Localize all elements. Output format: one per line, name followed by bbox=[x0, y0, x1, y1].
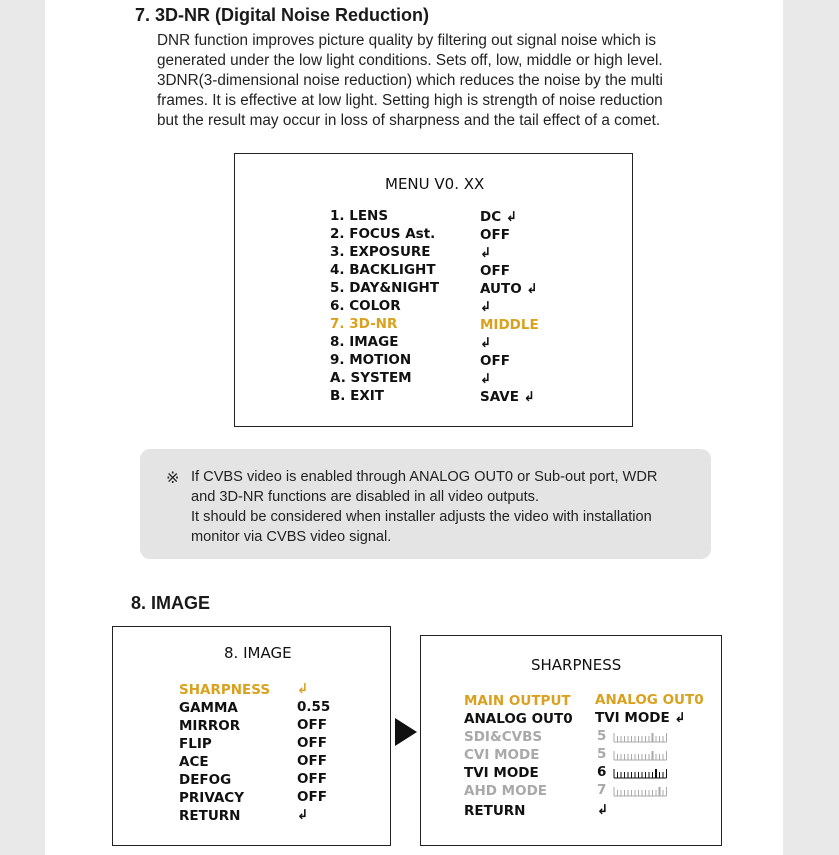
menu-item-label: 7. 3D-NR bbox=[330, 316, 398, 332]
menu-item-label: 8. IMAGE bbox=[330, 334, 399, 350]
sharpness-item-value: 7 bbox=[597, 782, 607, 798]
menu-item-value: OFF bbox=[480, 353, 510, 369]
menu-item-value: SAVE ↲ bbox=[480, 389, 535, 405]
image-menu-item-value: OFF bbox=[297, 717, 327, 733]
level-bar-svg bbox=[613, 787, 669, 797]
image-menu-item-label: RETURN bbox=[179, 808, 241, 824]
note-text bbox=[191, 467, 657, 547]
image-menu-title: 8. IMAGE bbox=[224, 644, 292, 662]
image-menu-item-label: MIRROR bbox=[179, 718, 241, 734]
menu-item-label: 6. COLOR bbox=[330, 298, 401, 314]
sharpness-level-bar[interactable] bbox=[613, 733, 669, 742]
menu-item-label: A. SYSTEM bbox=[330, 370, 412, 386]
menu-item-label: 3. EXPOSURE bbox=[330, 244, 431, 260]
sharpness-menu-title: SHARPNESS bbox=[531, 656, 622, 674]
image-menu-item-value: OFF bbox=[297, 789, 327, 805]
menu-item-value: MIDDLE bbox=[480, 317, 539, 333]
menu-item-label: B. EXIT bbox=[330, 388, 384, 404]
sharpness-item-label: RETURN bbox=[464, 803, 526, 819]
note-box bbox=[140, 449, 711, 559]
sharpness-item-value: 6 bbox=[597, 764, 607, 780]
paragraph-line: generated under the low light conditions. Sets off, low, middle or high level. bbox=[157, 52, 663, 69]
image-menu-item-label: SHARPNESS bbox=[179, 682, 271, 698]
image-menu-osd bbox=[112, 626, 391, 846]
paragraph-line: but the result may occur in loss of sharpness and the tail effect of a comet. bbox=[157, 112, 661, 129]
level-bar-svg bbox=[613, 769, 669, 779]
section-7-paragraph bbox=[157, 31, 717, 131]
note-line: It should be considered when installer adjusts the video with installation bbox=[191, 509, 652, 525]
image-menu-item-value: ↲ bbox=[297, 807, 309, 823]
sharpness-level-bar[interactable] bbox=[613, 769, 669, 778]
paragraph-line: 3DNR(3-dimensional noise reduction) which reduces the noise by the multi bbox=[157, 72, 663, 89]
image-menu-item-label: GAMMA bbox=[179, 700, 238, 716]
sharpness-item-label: TVI MODE bbox=[464, 765, 539, 781]
level-bar-svg bbox=[613, 751, 669, 761]
sharpness-item-label: AHD MODE bbox=[464, 783, 547, 799]
image-menu-item-label: DEFOG bbox=[179, 772, 232, 788]
sharpness-item-value: 5 bbox=[597, 746, 607, 762]
image-menu-item-value: OFF bbox=[297, 753, 327, 769]
section-7-heading: 7. 3D-NR (Digital Noise Reduction) bbox=[135, 5, 430, 25]
sharpness-item-label: SDI&CVBS bbox=[464, 729, 543, 745]
note-line: If CVBS video is enabled through ANALOG OUT0 or Sub-out port, WDR bbox=[191, 469, 658, 485]
menu-item-value: ↲ bbox=[480, 299, 492, 315]
paragraph-line: DNR function improves picture quality by filtering out signal noise which is bbox=[157, 32, 657, 49]
note-symbol-icon: ※ bbox=[166, 470, 180, 487]
main-menu-osd bbox=[234, 153, 633, 427]
menu-item-value: ↲ bbox=[480, 371, 492, 387]
sharpness-level-bar[interactable] bbox=[613, 751, 669, 760]
image-menu-item-label: PRIVACY bbox=[179, 790, 244, 806]
menu-item-label: 9. MOTION bbox=[330, 352, 412, 368]
sharpness-item-label: ANALOG OUT0 bbox=[464, 711, 573, 727]
image-menu-item-value: ↲ bbox=[297, 681, 309, 697]
sharpness-menu-osd bbox=[420, 635, 722, 846]
note-line: and 3D-NR functions are disabled in all video outputs. bbox=[191, 489, 540, 505]
menu-item-label: 1. LENS bbox=[330, 208, 389, 224]
sharpness-item-label: CVI MODE bbox=[464, 747, 540, 763]
sharpness-level-bar[interactable] bbox=[613, 787, 669, 796]
image-menu-item-value: OFF bbox=[297, 735, 327, 751]
image-menu-item-value: OFF bbox=[297, 771, 327, 787]
menu-item-value: DC ↲ bbox=[480, 209, 518, 225]
image-menu-item-value: 0.55 bbox=[297, 699, 331, 715]
level-bar-svg bbox=[613, 733, 669, 743]
sharpness-item-label: MAIN OUTPUT bbox=[464, 693, 571, 709]
menu-item-label: 4. BACKLIGHT bbox=[330, 262, 436, 278]
image-menu-item-label: FLIP bbox=[179, 736, 212, 752]
sharpness-item-value: ↲ bbox=[597, 802, 609, 818]
menu-item-label: 5. DAY&NIGHT bbox=[330, 280, 440, 296]
menu-item-value: OFF bbox=[480, 227, 510, 243]
sharpness-item-value: 5 bbox=[597, 728, 607, 744]
menu-item-value: AUTO ↲ bbox=[480, 281, 538, 297]
sharpness-item-value: TVI MODE ↲ bbox=[595, 710, 686, 726]
menu-item-value: OFF bbox=[480, 263, 510, 279]
paragraph-line: frames. It is effective at low light. Setting high is strength of noise reduction bbox=[157, 92, 663, 109]
note-line: monitor via CVBS video signal. bbox=[191, 529, 392, 545]
arrow-right-icon bbox=[395, 718, 417, 746]
menu-item-value: ↲ bbox=[480, 335, 492, 351]
section-8-heading: 8. IMAGE bbox=[131, 593, 211, 613]
menu-item-label: 2. FOCUS Ast. bbox=[330, 226, 436, 242]
menu-item-value: ↲ bbox=[480, 245, 492, 261]
sharpness-item-value: ANALOG OUT0 bbox=[595, 692, 704, 708]
image-menu-item-label: ACE bbox=[179, 754, 209, 770]
main-menu-title: MENU V0. XX bbox=[385, 175, 485, 193]
